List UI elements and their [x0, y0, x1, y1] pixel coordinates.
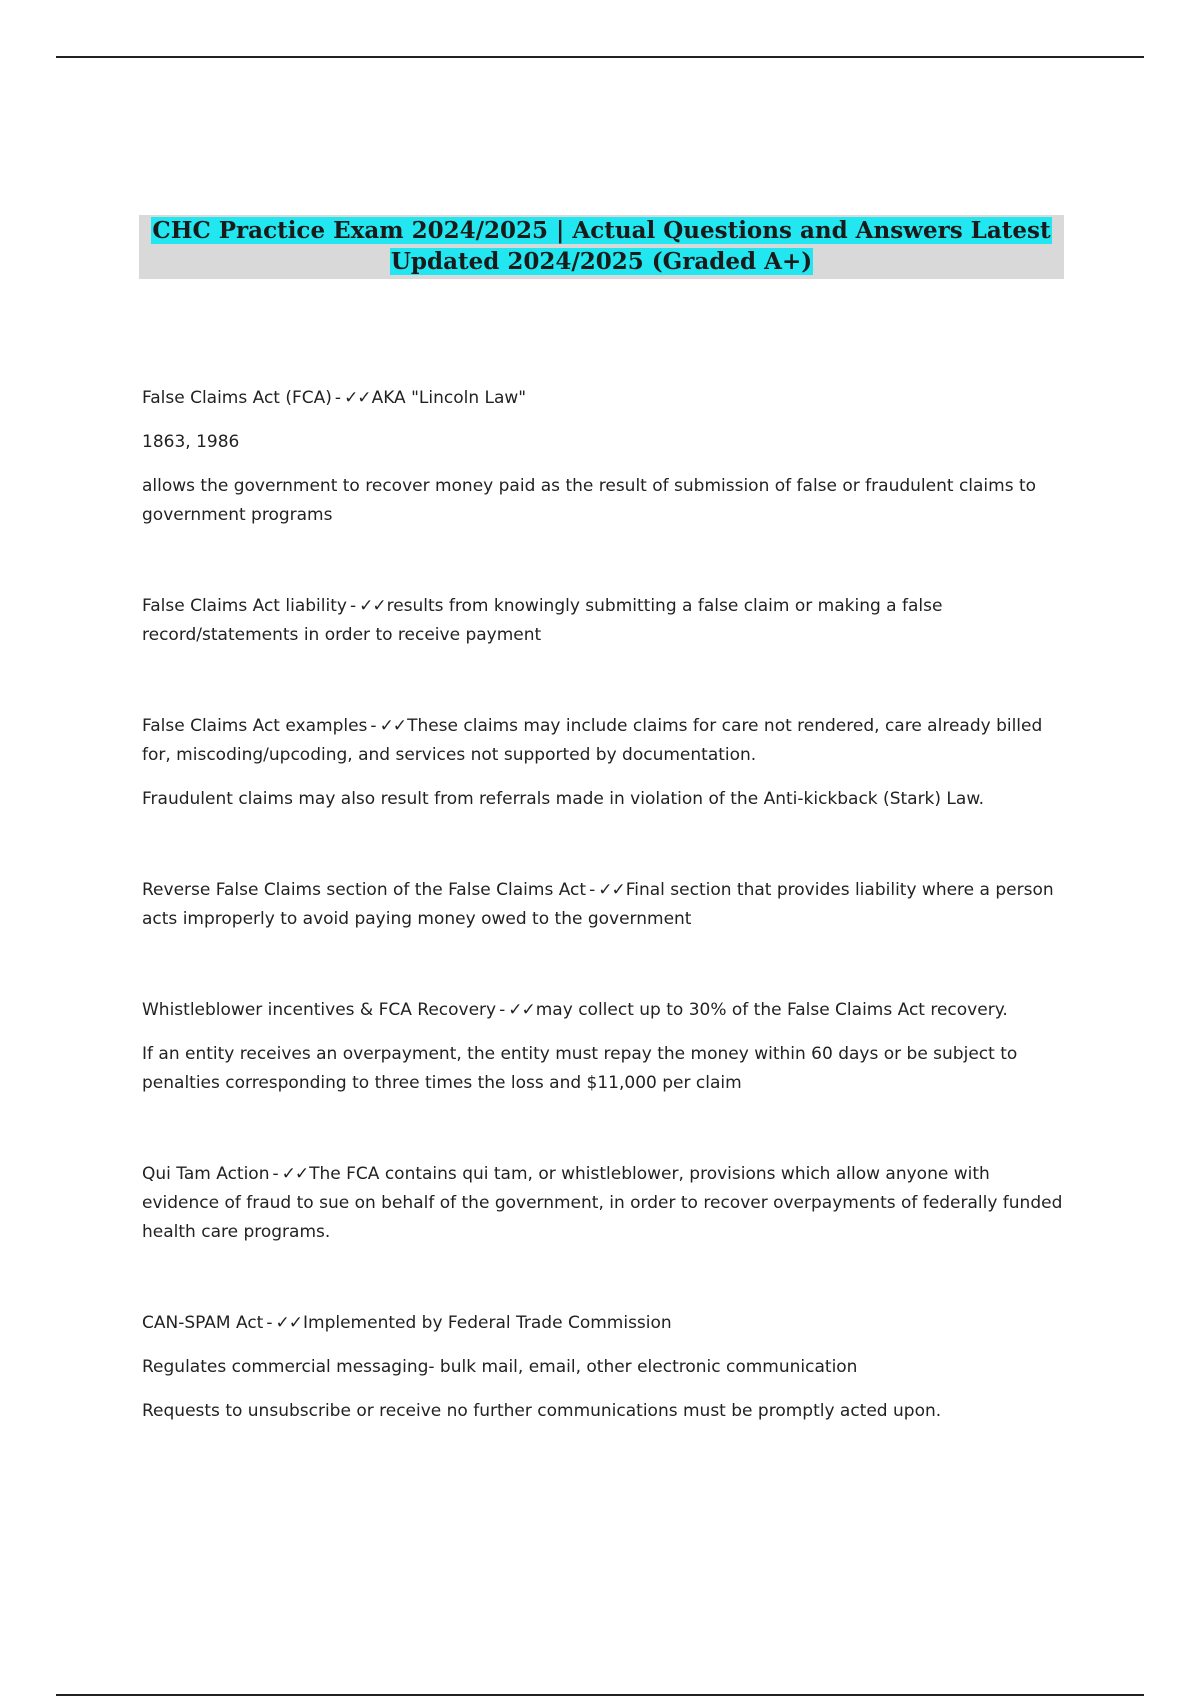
qa-question	[142, 384, 1067, 413]
qa-answer: AKA "Lincoln Law"	[371, 388, 527, 408]
qa-extra: Requests to unsubscribe or receive no further communications must be promptly acted upon.	[142, 1401, 942, 1421]
document-title	[139, 215, 1064, 279]
qa-answer: may collect up to 30% of the False Claims Act recovery.	[535, 1000, 1008, 1020]
double-check-icon: ✓✓	[281, 1164, 309, 1184]
qa-question	[142, 1160, 1067, 1247]
qa-term: False Claims Act liability	[142, 596, 347, 616]
qa-term: False Claims Act examples	[142, 716, 368, 736]
qa-question	[142, 712, 1067, 770]
double-check-icon: ✓✓	[359, 596, 386, 616]
qa-entry	[142, 592, 1067, 650]
qa-answer: Implemented by Federal Trade Commission	[303, 1313, 672, 1333]
qa-answer: These claims may include claims for care not rendered, care already billed for, miscoding/upcoding, and services not supported by documentation.	[142, 716, 1043, 765]
separator-dash: -	[499, 1000, 506, 1020]
qa-term: Qui Tam Action	[142, 1164, 270, 1184]
qa-term: False Claims Act (FCA)	[142, 388, 332, 408]
qa-entry	[142, 384, 1067, 530]
qa-extra: Regulates commercial messaging- bulk mail, email, other electronic communication	[142, 1357, 858, 1377]
qa-extra: Fraudulent claims may also result from referrals made in violation of the Anti-kickback (Stark) Law.	[142, 789, 985, 809]
double-check-icon: ✓✓	[379, 716, 407, 736]
qa-extra: If an entity receives an overpayment, the entity must repay the money within 60 days or be subject to penalties corresponding to three times the loss and $11,000 per claim	[142, 1044, 1018, 1093]
separator-dash: -	[266, 1313, 273, 1333]
qa-question	[142, 876, 1067, 934]
double-check-icon: ✓✓	[598, 880, 625, 900]
qa-entry	[142, 876, 1067, 934]
qa-entry	[142, 996, 1067, 1098]
qa-term: CAN-SPAM Act	[142, 1313, 264, 1333]
qa-list	[142, 384, 1067, 1488]
qa-term: Reverse False Claims section of the False Claims Act	[142, 880, 587, 900]
qa-answer: The FCA contains qui tam, or whistleblower, provisions which allow anyone with evidence of fraud to sue on behalf of the government, in order to recover overpayments of federally funded health care programs.	[142, 1164, 1063, 1242]
qa-extra: allows the government to recover money paid as the result of submission of false or fraudulent claims to government programs	[142, 476, 1037, 525]
qa-term: Whistleblower incentives & FCA Recovery	[142, 1000, 497, 1020]
separator-dash: -	[272, 1164, 279, 1184]
title-line-1: CHC Practice Exam 2024/2025 | Actual Questions and Answers Latest	[152, 217, 1051, 244]
title-line-2: Updated 2024/2025 (Graded A+)	[390, 248, 813, 275]
bottom-rule	[56, 1694, 1144, 1696]
qa-answer: results from knowingly submitting a false claim or making a false record/statements in order to receive payment	[142, 596, 943, 645]
qa-entry	[142, 1160, 1067, 1247]
double-check-icon: ✓✓	[508, 1000, 535, 1020]
separator-dash: -	[589, 880, 596, 900]
qa-question	[142, 592, 1067, 650]
double-check-icon: ✓✓	[344, 388, 371, 408]
separator-dash: -	[334, 388, 342, 408]
separator-dash: -	[370, 716, 377, 736]
double-check-icon: ✓✓	[275, 1313, 302, 1333]
separator-dash: -	[349, 596, 357, 616]
qa-question	[142, 996, 1067, 1025]
qa-answer: Final section that provides liability where a person acts improperly to avoid paying money owed to the government	[142, 880, 1054, 929]
qa-question	[142, 1309, 1067, 1338]
qa-entry	[142, 712, 1067, 814]
qa-extra: 1863, 1986	[142, 432, 240, 452]
qa-entry	[142, 1309, 1067, 1426]
top-rule	[56, 56, 1144, 58]
